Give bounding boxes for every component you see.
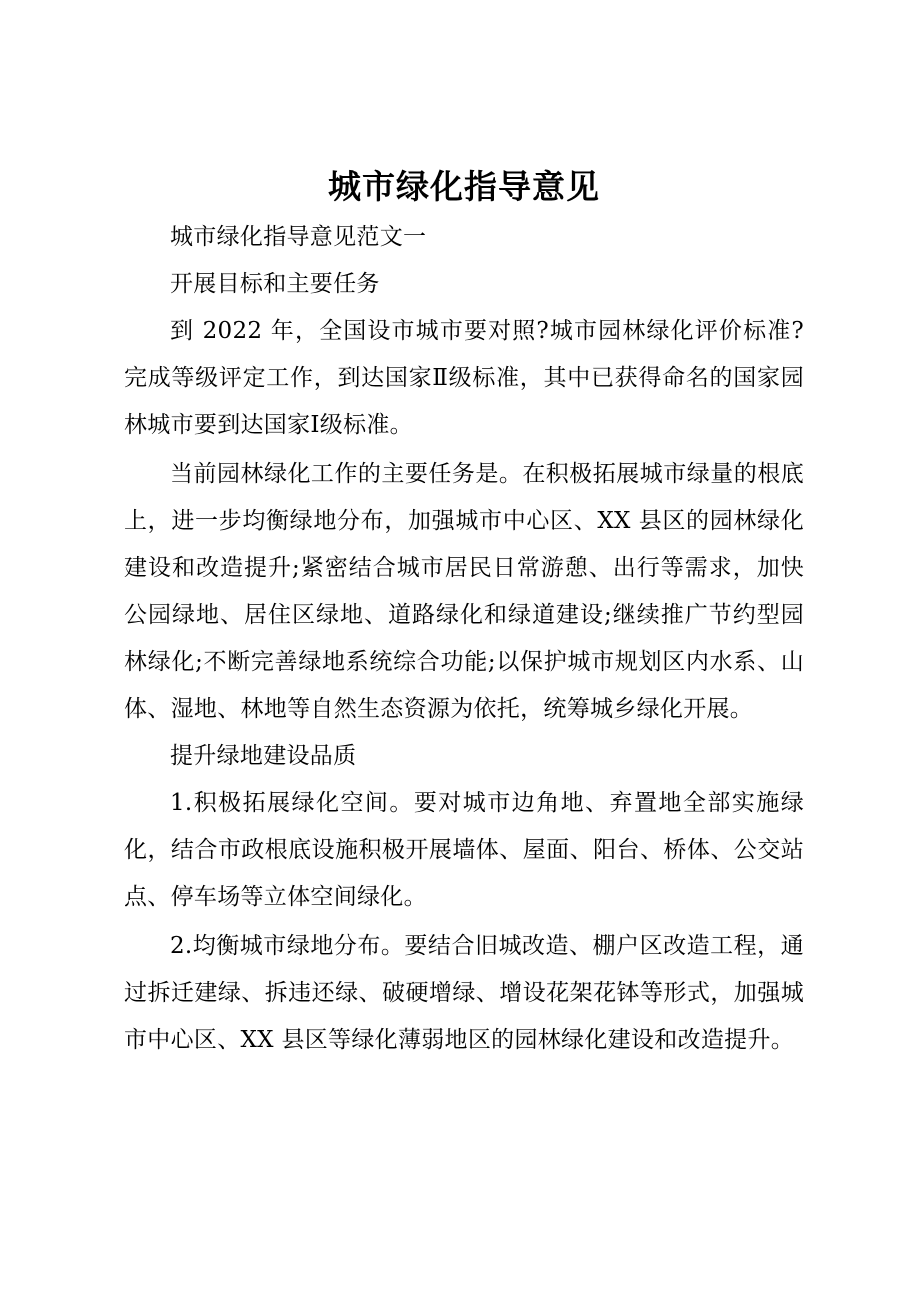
section-heading-goals: 开展目标和主要任务 bbox=[170, 271, 380, 297]
section-heading-quality: 提升绿地建设品质 bbox=[170, 743, 357, 769]
subtitle-paragraph: 城市绿化指导意见范文一 bbox=[170, 224, 427, 250]
body-paragraph-item-2: 2.均衡城市绿地分布。要结合旧城改造、棚户区改造工程，通过拆迁建绿、拆违还绿、破硬增绿、增设花架花钵等形式，加强城市中心区、XX 县区等绿化薄弱地区的园林绿化建设和改造提升。 bbox=[124, 933, 804, 1053]
document-page bbox=[124, 160, 804, 1064]
body-paragraph-item-1: 1.积极拓展绿化空间。要对城市边角地、弃置地全部实施绿化，结合市政根底设施积极开展墙体、屋面、阳台、桥体、公交站点、停车场等立体空间绿化。 bbox=[124, 790, 804, 910]
document-title: 城市绿化指导意见 bbox=[328, 167, 600, 206]
body-paragraph-tasks: 当前园林绿化工作的主要任务是。在积极拓展城市绿量的根底上，进一步均衡绿地分布，加强城市中心区、XX 县区的园林绿化建设和改造提升;紧密结合城市居民日常游憩、出行等需求，加快公园绿地、居住区绿地、道路绿化和绿道建设;继续推广节约型园林绿化;不断完善绿地系统综合功能;以保护城市规划区内水系、山体、湿地、林地等自然生态资源为依托，统筹城乡绿化开展。 bbox=[124, 461, 804, 722]
body-paragraph-target: 到 2022 年，全国设市城市要对照?城市园林绿化评价标准?完成等级评定工作，到达国家Ⅱ级标准，其中已获得命名的国家园林城市要到达国家Ⅰ级标准。 bbox=[124, 318, 804, 438]
